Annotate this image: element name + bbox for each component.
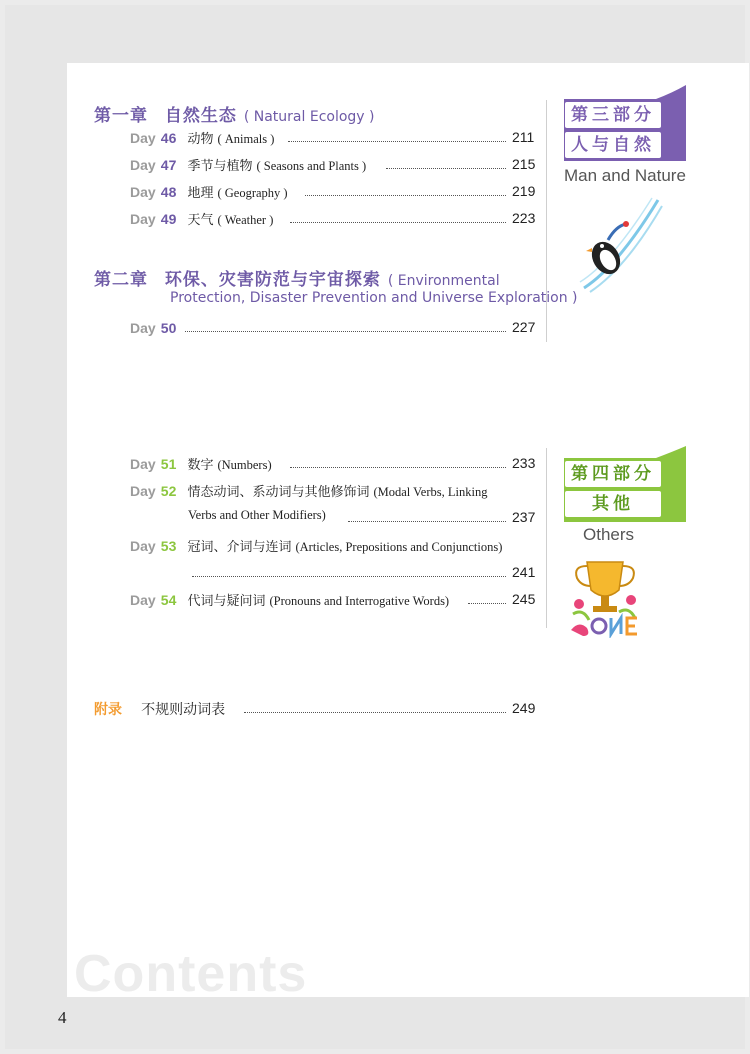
page-number: 237: [512, 509, 536, 525]
dot-leader: [288, 141, 506, 142]
day-number: 46: [160, 130, 177, 146]
page-number: 215: [512, 156, 536, 172]
chapter-1-label: 第一章: [94, 106, 148, 126]
dot-leader: [192, 576, 506, 577]
entry-title-cn: 动物: [187, 132, 214, 147]
page-number: 219: [512, 183, 536, 199]
entry-title-en-line2: Verbs and Other Modifiers): [188, 508, 326, 522]
day-number: 51: [160, 456, 177, 472]
page-number: 223: [512, 210, 536, 226]
part-3-divider: [546, 100, 547, 342]
entry-title-cn: 冠词、介词与连词: [187, 540, 292, 555]
part-4-title: 其他: [565, 491, 661, 517]
entry-title-en: (Articles, Prepositions and Conjunctions): [295, 540, 503, 554]
part-3-label: 第三部分: [565, 102, 661, 128]
entry-title-cn: 代词与疑问词: [187, 594, 266, 609]
day-label: Day: [130, 483, 156, 499]
penguin-skiing-illustration: [578, 196, 664, 296]
entry-title-cn: 数字: [187, 458, 214, 473]
part-3-title: 人与自然: [565, 132, 661, 158]
dot-leader: [244, 712, 506, 713]
day-label: Day: [130, 320, 156, 336]
chapter-2-label: 第二章: [94, 270, 148, 290]
entry-title-cn: 情态动词、系动词与其他修饰词: [187, 485, 370, 500]
day-number: 47: [160, 157, 177, 173]
entry-title-en: (Pronouns and Interrogative Words): [269, 594, 450, 608]
page-folio: 4: [58, 1008, 67, 1027]
part-4-label: 第四部分: [565, 461, 661, 487]
dot-leader: [290, 467, 506, 468]
page-number: 227: [512, 319, 536, 335]
dot-leader: [348, 521, 506, 522]
entry-title-en: ( Geography ): [217, 186, 288, 200]
entry-title-en: ( Weather ): [217, 213, 274, 227]
toc-entry-day46[interactable]: [130, 128, 274, 147]
dot-leader: [185, 331, 506, 332]
contents-watermark: Contents: [74, 945, 308, 1003]
day-label: Day: [130, 157, 156, 173]
dot-leader: [305, 195, 506, 196]
part-4-english: Others: [583, 525, 635, 544]
chapter-1-heading: [94, 101, 375, 126]
toc-entry-appendix[interactable]: [94, 699, 225, 719]
entry-title-cn: 季节与植物: [187, 159, 253, 174]
dot-leader: [290, 222, 506, 223]
day-label: Day: [130, 130, 156, 146]
dot-leader: [386, 168, 506, 169]
part-4-divider: [546, 448, 547, 628]
chapter-2-english-cont: Protection, Disaster Prevention and Universe Exploration ): [170, 290, 578, 306]
chapter-1-title: 自然生态: [164, 106, 237, 126]
page-number: 249: [512, 700, 536, 716]
entry-title-en-cont: [188, 508, 326, 523]
chapter-1-english: ( Natural Ecology ): [243, 109, 375, 125]
page-number: 211: [512, 129, 535, 145]
day-number: 53: [160, 538, 177, 554]
day-label: Day: [130, 456, 156, 472]
day-number: 50: [160, 320, 177, 336]
trophy-illustration: [565, 556, 645, 638]
chapter-2-title: 环保、灾害防范与宇宙探索: [164, 270, 381, 290]
page-number: 241: [512, 564, 536, 580]
appendix-title: 不规则动词表: [141, 702, 226, 718]
toc-entry-day51[interactable]: [130, 454, 272, 473]
appendix-label: 附录: [94, 702, 122, 718]
chapter-2-heading: [94, 265, 500, 290]
day-number: 52: [160, 483, 177, 499]
dot-leader: [468, 603, 506, 604]
day-label: Day: [130, 592, 156, 608]
part-3-english: Man and Nature: [564, 166, 686, 185]
page-number: 245: [512, 591, 536, 607]
toc-entry-day48[interactable]: [130, 182, 288, 201]
entry-title-en: (Numbers): [217, 458, 272, 472]
toc-entry-day54[interactable]: [130, 590, 449, 609]
day-label: Day: [130, 538, 156, 554]
toc-entry-day52[interactable]: [130, 481, 487, 500]
day-number: 49: [160, 211, 177, 227]
toc-entry-day47[interactable]: [130, 155, 366, 174]
page-number: 233: [512, 455, 536, 471]
entry-title-en: ( Seasons and Plants ): [256, 159, 367, 173]
entry-title-cn: 天气: [187, 213, 214, 228]
toc-entry-day53[interactable]: [130, 536, 502, 555]
day-label: Day: [130, 211, 156, 227]
day-number: 54: [160, 592, 177, 608]
entry-title-en: ( Animals ): [217, 132, 275, 146]
entry-title-en: (Modal Verbs, Linking: [373, 485, 488, 499]
day-number: 48: [160, 184, 177, 200]
toc-entry-day50[interactable]: [130, 318, 176, 337]
chapter-2-english: ( Environmental: [387, 273, 500, 289]
entry-title-cn: 地理: [187, 186, 214, 201]
day-label: Day: [130, 184, 156, 200]
toc-entry-day49[interactable]: [130, 209, 273, 228]
